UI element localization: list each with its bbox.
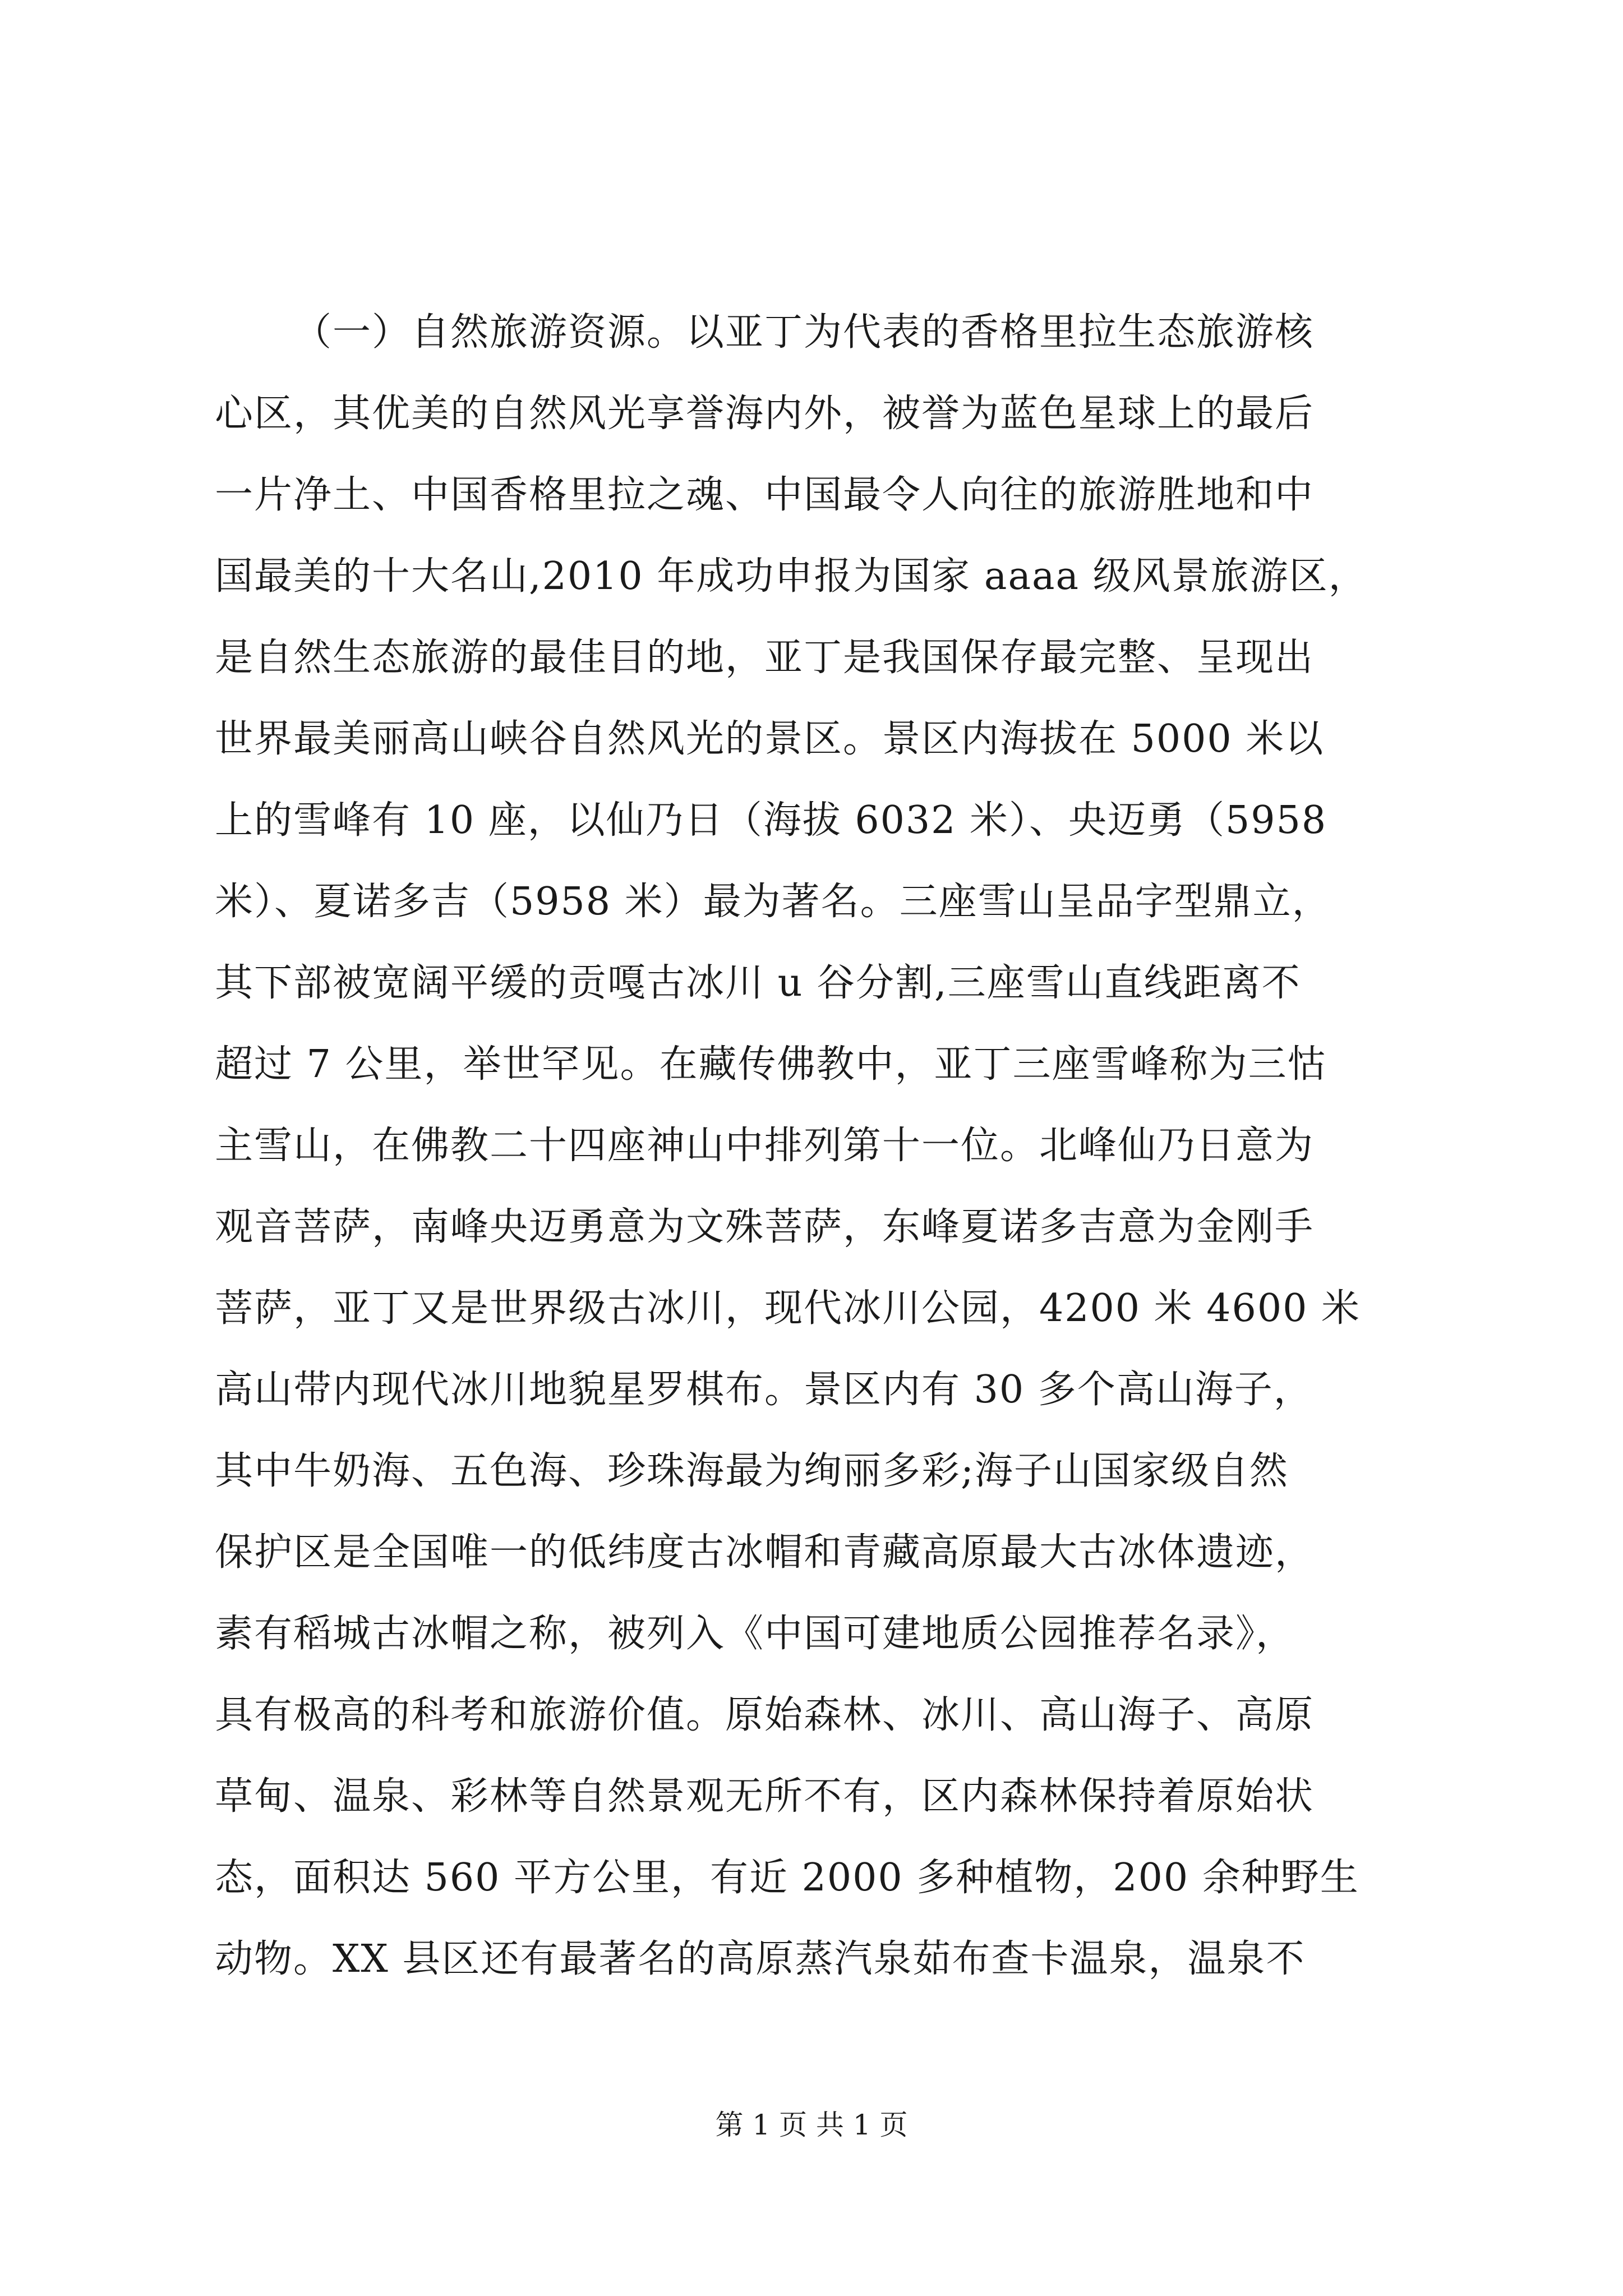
text-line: 米）、夏诺多吉（5958 米）最为著名。三座雪山呈品字型鼎立， bbox=[215, 880, 1331, 924]
text-line: 超过 7 公里，举世罕见。在藏传佛教中，亚丁三座雪峰称为三怙 bbox=[215, 1042, 1327, 1087]
text-line: 心区，其优美的自然风光享誉海内外，被誉为蓝色星球上的最后 bbox=[215, 392, 1315, 436]
text-line: 国最美的十大名山,2010 年成功申报为国家 aaaa 级风景旅游区， bbox=[215, 554, 1368, 599]
page-footer: 第 1 页 共 1 页 bbox=[715, 2109, 908, 2141]
text-line: 观音菩萨，南峰央迈勇意为文殊菩萨，东峰夏诺多吉意为金刚手 bbox=[215, 1205, 1315, 1249]
text-line: 素有稻城古冰帽之称，被列入《中国可建地质公园推荐名录》， bbox=[215, 1612, 1295, 1656]
text-line: 草甸、温泉、彩林等自然景观无所不有，区内森林保持着原始状 bbox=[215, 1774, 1315, 1819]
text-line: 菩萨，亚丁又是世界级古冰川，现代冰川公园，4200 米 4600 米 bbox=[215, 1286, 1361, 1331]
text-line: 是自然生态旅游的最佳目的地，亚丁是我国保存最完整、呈现出 bbox=[215, 636, 1315, 680]
text-line: 其中牛奶海、五色海、珍珠海最为绚丽多彩;海子山国家级自然 bbox=[215, 1449, 1289, 1493]
text-line: 具有极高的科考和旅游价值。原始森林、冰川、高山海子、高原 bbox=[215, 1693, 1315, 1737]
text-line: 主雪山，在佛教二十四座神山中排列第十一位。北峰仙乃日意为 bbox=[215, 1124, 1315, 1168]
text-line: 保护区是全国唯一的低纬度古冰帽和青藏高原最大古冰体遗迹， bbox=[215, 1530, 1315, 1575]
text-line: 态，面积达 560 平方公里，有近 2000 多种植物，200 余种野生 bbox=[215, 1856, 1359, 1900]
text-line: 上的雪峰有 10 座，以仙乃日（海拔 6032 米）、央迈勇（5958 bbox=[215, 798, 1327, 843]
text-line: 世界最美丽高山峡谷自然风光的景区。景区内海拔在 5000 米以 bbox=[215, 717, 1325, 761]
text-line: 高山带内现代冰川地貌星罗棋布。景区内有 30 多个高山海子， bbox=[215, 1368, 1313, 1412]
body-paragraph bbox=[215, 292, 1415, 2000]
text-line: 其下部被宽阔平缓的贡嘎古冰川 u 谷分割,三座雪山直线距离不 bbox=[215, 961, 1301, 1005]
text-line: （一）自然旅游资源。以亚丁为代表的香格里拉生态旅游核 bbox=[293, 310, 1315, 355]
text-line: 动物。XX 县区还有最著名的高原蒸汽泉茹布查卡温泉，温泉不 bbox=[215, 1937, 1306, 1981]
text-line: 一片净土、中国香格里拉之魂、中国最令人向往的旅游胜地和中 bbox=[215, 473, 1315, 517]
